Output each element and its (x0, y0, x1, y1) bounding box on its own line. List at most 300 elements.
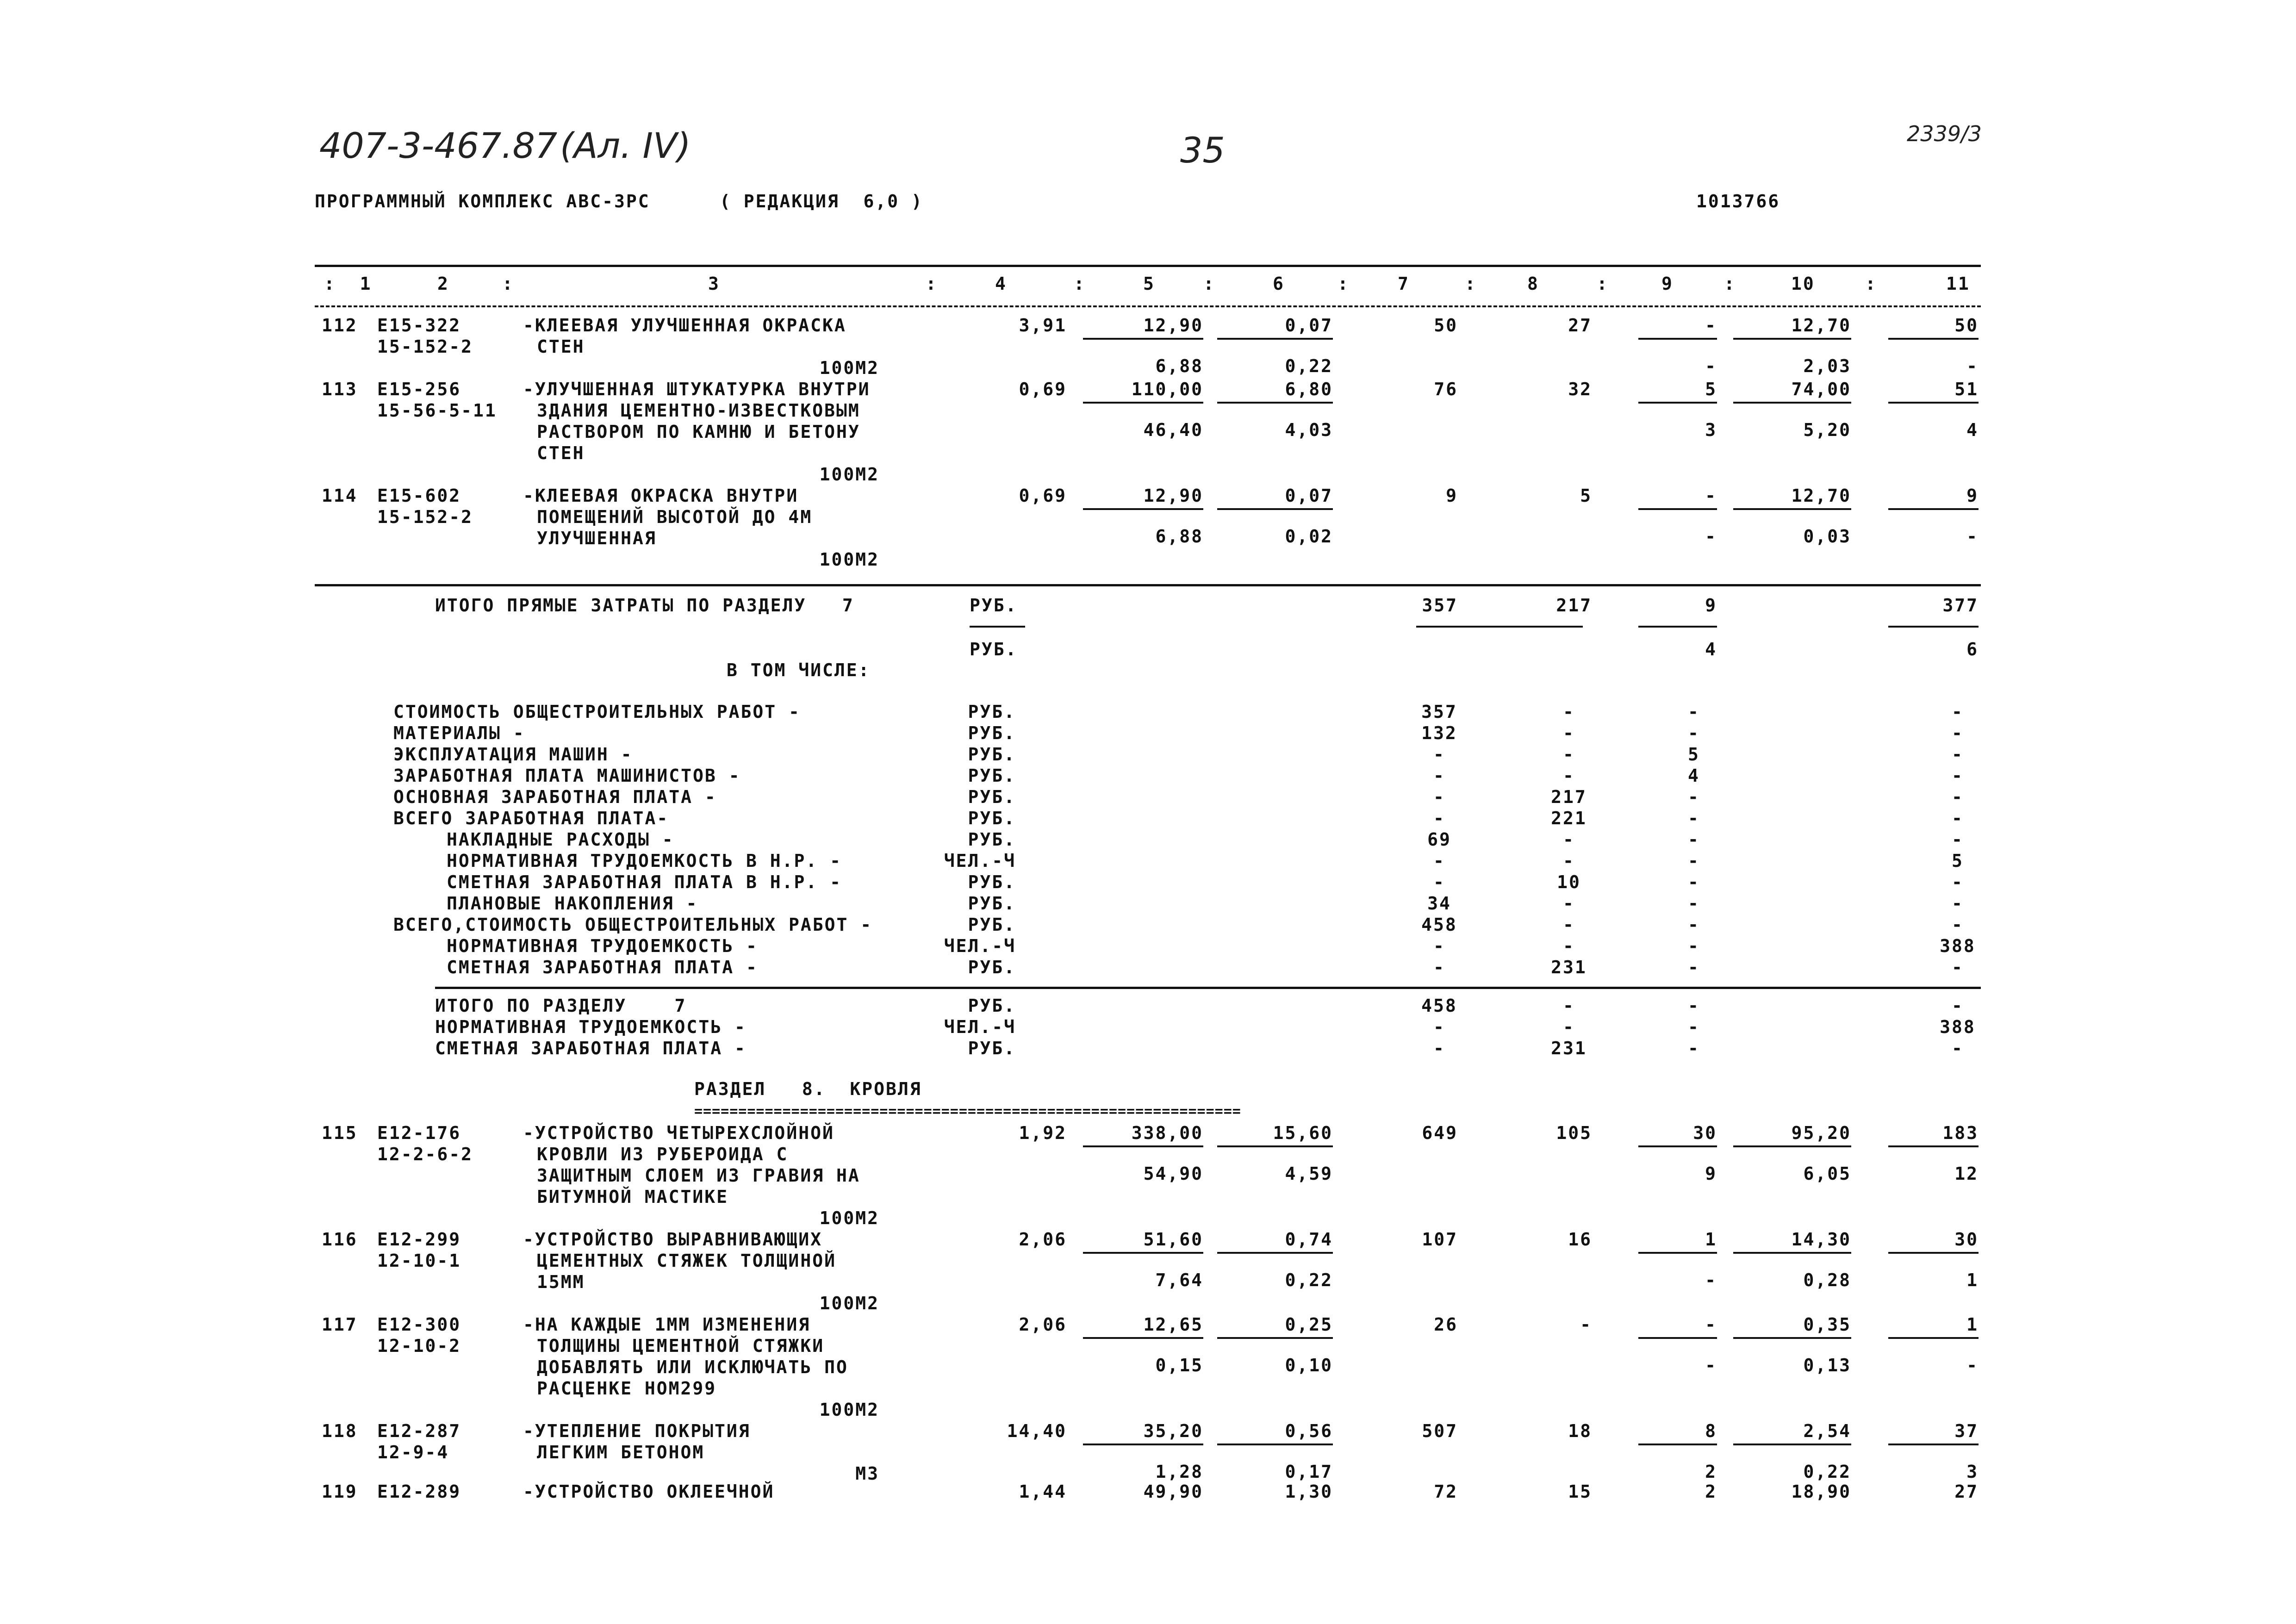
cell-underline (1217, 402, 1333, 404)
labor-per-unit: 0,35 (1803, 1314, 1851, 1335)
labor-per-unit: 2,54 (1803, 1421, 1851, 1441)
row-number: 114 (322, 485, 358, 506)
rate-code-ref: 12-2-6-2 (377, 1144, 473, 1164)
section-rule (435, 987, 1981, 989)
cell-underline (1638, 402, 1717, 404)
total-machines: 5 (1705, 379, 1717, 399)
measure-unit: 100М2 (819, 1293, 879, 1313)
machinist-wage: - (1705, 1270, 1717, 1290)
total-machines: - (1688, 1038, 1700, 1058)
unit-cost: 338,00 (1131, 1123, 1203, 1143)
total-wage: - (1563, 723, 1575, 743)
labor-per-unit: 74,00 (1791, 379, 1851, 399)
breakdown-label: ВСЕГО ЗАРАБОТНАЯ ПЛАТА- (393, 808, 669, 828)
rate-code: Е12-300 (377, 1314, 461, 1335)
total-wage: 231 (1551, 1038, 1587, 1058)
work-description: СТЕН (537, 443, 585, 463)
unit-cost-machines: 0,07 (1285, 315, 1333, 336)
total-cost: - (1433, 936, 1445, 956)
machinist-labor-total: 3 (1966, 1462, 1979, 1482)
rate-code-ref: 15-152-2 (377, 336, 473, 357)
total-wage: 15 (1568, 1481, 1592, 1502)
labor-total: - (1952, 723, 1964, 743)
total-machines: - (1688, 872, 1700, 892)
quantity: 1,92 (1019, 1123, 1067, 1143)
total-cost: - (1433, 957, 1445, 977)
section-title: РАЗДЕЛ 8. КРОВЛЯ (694, 1079, 922, 1099)
total-cost: 50 (1434, 315, 1458, 336)
total-machines: 9 (1705, 595, 1717, 616)
column-header-cell: : (926, 274, 938, 294)
total-cost: 649 (1422, 1123, 1458, 1143)
unit-label: РУБ. (968, 893, 1016, 914)
cell-underline (1217, 1252, 1333, 1254)
breakdown-label: СМЕТНАЯ ЗАРАБОТНАЯ ПЛАТА - (447, 957, 758, 977)
quantity: 3,91 (1019, 315, 1067, 336)
rate-code-ref: 12-10-2 (377, 1336, 461, 1356)
column-header-cell: 10 (1791, 274, 1815, 294)
machinist-labor-total: 1 (1966, 1270, 1979, 1290)
labor-per-unit: 12,70 (1791, 315, 1851, 336)
total-cost: 357 (1421, 702, 1457, 722)
unit-cost: 35,20 (1143, 1421, 1203, 1441)
work-description: ДОБАВЛЯТЬ ИЛИ ИСКЛЮЧАТЬ ПО (537, 1357, 848, 1377)
column-header-cell: 8 (1527, 274, 1539, 294)
labor-per-unit: 95,20 (1791, 1123, 1851, 1143)
work-description: -КЛЕЕВАЯ УЛУЧШЕННАЯ ОКРАСКА (523, 315, 846, 336)
total-cost: 72 (1434, 1481, 1458, 1502)
unit-wage-machines: 0,22 (1285, 356, 1333, 376)
unit-label: РУБ. (968, 829, 1016, 850)
unit-label: РУБ. (968, 1038, 1016, 1058)
cell-underline (1888, 402, 1979, 404)
unit-wage-machines: 0,22 (1285, 1270, 1333, 1290)
work-description: -УЛУЧШЕННАЯ ШТУКАТУРКА ВНУТРИ (523, 379, 871, 399)
unit-wage: 54,90 (1143, 1164, 1203, 1184)
total-cost: 107 (1422, 1229, 1458, 1250)
column-header-cell: : (1865, 274, 1877, 294)
column-header-cell: 7 (1398, 274, 1410, 294)
measure-unit: 100М2 (819, 1208, 879, 1228)
column-header-cell: 5 (1143, 274, 1155, 294)
work-description: 15ММ (537, 1272, 585, 1292)
labor-total: - (1952, 829, 1964, 850)
breakdown-label: ЗАРАБОТНАЯ ПЛАТА МАШИНИСТОВ - (393, 765, 741, 786)
unit-label: РУБ. (968, 915, 1016, 935)
total-machines: - (1688, 808, 1700, 828)
machinist-wage: - (1705, 356, 1717, 376)
labor-per-unit: 18,90 (1791, 1481, 1851, 1502)
rate-code-ref: 15-152-2 (377, 507, 473, 527)
breakdown-label: ВСЕГО,СТОИМОСТЬ ОБЩЕСТРОИТЕЛЬНЫХ РАБОТ - (393, 915, 873, 935)
total-cost: - (1433, 1038, 1445, 1058)
machinist-labor-unit: 0,22 (1803, 1462, 1851, 1482)
column-header-cell: : (1203, 274, 1215, 294)
machinist-labor-unit: 5,20 (1803, 420, 1851, 440)
rate-code-ref: 15-56-5-11 (377, 400, 497, 421)
cell-underline (1733, 1145, 1851, 1147)
unit-label: РУБ. (970, 595, 1018, 616)
total-wage: - (1563, 702, 1575, 722)
cell-underline (1733, 1337, 1851, 1339)
breakdown-label: ОСНОВНАЯ ЗАРАБОТНАЯ ПЛАТА - (393, 787, 717, 807)
breakdown-label: СМЕТНАЯ ЗАРАБОТНАЯ ПЛАТА В Н.Р. - (447, 872, 842, 892)
unit-label: РУБ. (968, 957, 1016, 977)
cell-underline (1733, 338, 1851, 340)
labor-total: - (1952, 765, 1964, 786)
machinist-labor-unit: 0,03 (1803, 526, 1851, 547)
sheet-code: 2339/3 (1907, 121, 1982, 146)
row-number: 113 (322, 379, 358, 399)
total-wage: 231 (1551, 957, 1587, 977)
total-machines: - (1688, 702, 1700, 722)
total-wage: - (1563, 851, 1575, 871)
row-number: 115 (322, 1123, 358, 1143)
section-total-label: ИТОГО ПО РАЗДЕЛУ 7 (435, 996, 687, 1016)
unit-wage: 7,64 (1155, 1270, 1203, 1290)
total-wage: 5 (1580, 485, 1592, 506)
unit-wage-machines: 0,02 (1285, 526, 1333, 547)
unit-wage-machines: 0,17 (1285, 1462, 1333, 1482)
edition: ( РЕДАКЦИЯ 6,0 ) (720, 191, 923, 212)
total-cost: 357 (1422, 595, 1458, 616)
labor-total: 51 (1954, 379, 1979, 399)
cell-underline (1217, 1145, 1333, 1147)
cell-underline (1888, 338, 1979, 340)
total-cost: 34 (1427, 893, 1451, 914)
cell-underline (1083, 508, 1203, 510)
total-machines: 1 (1705, 1229, 1717, 1250)
unit-label: РУБ. (968, 702, 1016, 722)
work-description: -УТЕПЛЕНИЕ ПОКРЫТИЯ (523, 1421, 751, 1441)
labor-total: 50 (1954, 315, 1979, 336)
program-id: 1013766 (1696, 191, 1780, 212)
labor-total: 183 (1942, 1123, 1979, 1143)
breakdown-label: МАТЕРИАЛЫ - (393, 723, 525, 743)
column-header-cell: : 1 (324, 274, 372, 294)
column-header-cell: : (1597, 274, 1609, 294)
column-header-cell: 4 (995, 274, 1007, 294)
cell-underline (1888, 1444, 1979, 1445)
work-description: -УСТРОЙСТВО ОКЛЕЕЧНОЙ (523, 1481, 775, 1502)
row-number: 116 (322, 1229, 358, 1250)
unit-wage: 1,28 (1155, 1462, 1203, 1482)
total-wage: 105 (1556, 1123, 1592, 1143)
unit-wage: 46,40 (1143, 420, 1203, 440)
unit-label: РУБ. (968, 787, 1016, 807)
unit-cost: 110,00 (1131, 379, 1203, 399)
quantity: 2,06 (1019, 1314, 1067, 1335)
doc-code: 407-3-467.87 (319, 125, 558, 166)
total-wage: 10 (1557, 872, 1581, 892)
breakdown-label: НАКЛАДНЫЕ РАСХОДЫ - (447, 829, 674, 850)
section-total-label: НОРМАТИВНАЯ ТРУДОЕМКОСТЬ - (435, 1017, 747, 1037)
unit-label: РУБ. (968, 765, 1016, 786)
unit-cost: 51,60 (1143, 1229, 1203, 1250)
breakdown-label: НОРМАТИВНАЯ ТРУДОЕМКОСТЬ В Н.Р. - (447, 851, 842, 871)
breakdown-label: ПЛАНОВЫЕ НАКОПЛЕНИЯ - (447, 893, 698, 914)
column-header-cell: 3 (708, 274, 720, 294)
cell-underline (1888, 508, 1979, 510)
row-number: 119 (322, 1481, 358, 1502)
breakdown-label: СТОИМОСТЬ ОБЩЕСТРОИТЕЛЬНЫХ РАБОТ - (393, 702, 801, 722)
total-cost: - (1433, 808, 1445, 828)
cell-underline (1638, 338, 1717, 340)
column-header-cell: 6 (1273, 274, 1285, 294)
total-machines: - (1688, 957, 1700, 977)
total-machines: 8 (1705, 1421, 1717, 1441)
total-wage: - (1563, 893, 1575, 914)
page-number: 35 (1180, 130, 1225, 171)
total-wage: - (1563, 936, 1575, 956)
column-header-cell: 9 (1661, 274, 1674, 294)
labor-total: - (1952, 872, 1964, 892)
total-cost: 69 (1427, 829, 1451, 850)
unit-cost: 12,65 (1143, 1314, 1203, 1335)
unit-wage: 0,15 (1155, 1355, 1203, 1375)
total-cost: 132 (1421, 723, 1457, 743)
row-number: 112 (322, 315, 358, 336)
unit-cost-machines: 0,56 (1285, 1421, 1333, 1441)
unit-wage: 6,88 (1155, 356, 1203, 376)
work-description: ЗДАНИЯ ЦЕМЕНТНО-ИЗВЕСТКОВЫМ (537, 400, 860, 421)
machinist-labor-total: - (1966, 356, 1979, 376)
cell-underline (1638, 1252, 1717, 1254)
rate-code: Е15-256 (377, 379, 461, 399)
labor-total: 5 (1952, 851, 1964, 871)
work-description: РАСТВОРОМ ПО КАМНЮ И БЕТОНУ (537, 422, 860, 442)
cell-underline (1733, 508, 1851, 510)
cell-underline (1083, 402, 1203, 404)
rate-code: Е12-299 (377, 1229, 461, 1250)
unit-label: РУБ. (968, 808, 1016, 828)
labor-total: 37 (1954, 1421, 1979, 1441)
labor-total: - (1952, 1038, 1964, 1058)
total-machines: - (1688, 915, 1700, 935)
labor-per-unit: 12,70 (1791, 485, 1851, 506)
total-wage: - (1563, 765, 1575, 786)
work-description: БИТУМНОЙ МАСТИКЕ (537, 1187, 729, 1207)
rate-code: Е15-602 (377, 485, 461, 506)
column-header-cell: : (502, 274, 514, 294)
labor-total: - (1952, 808, 1964, 828)
total-machines: - (1688, 936, 1700, 956)
labor-total: 27 (1954, 1481, 1979, 1502)
unit-cost-machines: 0,25 (1285, 1314, 1333, 1335)
machinist-labor-total: - (1966, 526, 1979, 547)
work-description: ЗАЩИТНЫМ СЛОЕМ ИЗ ГРАВИЯ НА (537, 1165, 860, 1186)
work-description: ТОЛЩИНЫ ЦЕМЕНТНОЙ СТЯЖКИ (537, 1336, 825, 1356)
column-header-cell: : (1465, 274, 1477, 294)
work-description: ПОМЕЩЕНИЙ ВЫСОТОЙ ДО 4М (537, 507, 813, 527)
machinist-labor-unit: 6,05 (1803, 1164, 1851, 1184)
rate-code: Е15-322 (377, 315, 461, 336)
breakdown-label: ЭКСПЛУАТАЦИЯ МАШИН - (393, 744, 633, 765)
measure-unit: 100М2 (819, 358, 879, 378)
row-number: 118 (322, 1421, 358, 1441)
quantity: 0,69 (1019, 485, 1067, 506)
column-header-cell: 11 (1946, 274, 1970, 294)
machinist-wage: 9 (1705, 1164, 1717, 1184)
cell-underline (1217, 1337, 1333, 1339)
machinist-wage: - (1705, 526, 1717, 547)
including-label: В ТОМ ЧИСЛЕ: (727, 660, 871, 680)
unit-cost-machines: 1,30 (1285, 1481, 1333, 1502)
unit-label: РУБ. (968, 872, 1016, 892)
section-rule (315, 584, 1981, 586)
total-machines: - (1688, 996, 1700, 1016)
total-machines: 30 (1693, 1123, 1717, 1143)
rate-code: Е12-287 (377, 1421, 461, 1441)
cell-underline (1083, 1145, 1203, 1147)
machinist-labor-unit: 0,28 (1803, 1270, 1851, 1290)
unit-wage-machines: 0,10 (1285, 1355, 1333, 1375)
total-cost: 458 (1421, 996, 1457, 1016)
total-wage: - (1563, 829, 1575, 850)
labor-total: - (1952, 744, 1964, 765)
work-description: СТЕН (537, 336, 585, 357)
labor-total: 388 (1940, 1017, 1976, 1037)
measure-unit: 100М2 (819, 549, 879, 570)
total-cost: - (1433, 744, 1445, 765)
total-machines: - (1688, 1017, 1700, 1037)
cell-underline (1888, 1145, 1979, 1147)
quantity: 14,40 (1007, 1421, 1067, 1441)
cell-underline (1638, 1145, 1717, 1147)
cell-underline (1733, 402, 1851, 404)
unit-wage: 6,88 (1155, 526, 1203, 547)
unit-cost-machines: 6,80 (1285, 379, 1333, 399)
cell-underline (1638, 508, 1717, 510)
total-wage: 16 (1568, 1229, 1592, 1250)
header-rule-bottom (315, 305, 1981, 309)
unit-cost-machines: 15,60 (1273, 1123, 1333, 1143)
labor-total: 377 (1942, 595, 1979, 616)
total-machines: - (1705, 485, 1717, 506)
total-machines: - (1688, 723, 1700, 743)
total-machines: - (1705, 315, 1717, 336)
unit-wage-machines: 4,03 (1285, 420, 1333, 440)
total-wage: - (1563, 915, 1575, 935)
total-wage: 221 (1551, 808, 1587, 828)
cell-underline (1638, 1444, 1717, 1445)
total-cost: - (1433, 787, 1445, 807)
total-machines: - (1705, 1314, 1717, 1335)
work-description: ЦЕМЕНТНЫХ СТЯЖЕК ТОЛЩИНОЙ (537, 1251, 836, 1271)
total-wage: 217 (1551, 787, 1587, 807)
total-machines: - (1688, 829, 1700, 850)
unit-cost-machines: 0,74 (1285, 1229, 1333, 1250)
program-title: ПРОГРАММНЫЙ КОМПЛЕКС АВС-3РС (315, 191, 650, 212)
total-wage: 217 (1556, 595, 1592, 616)
direct-costs-total-label: ИТОГО ПРЯМЫЕ ЗАТРАТЫ ПО РАЗДЕЛУ 7 (435, 595, 854, 616)
machinist-wage: 2 (1705, 1462, 1717, 1482)
labor-per-unit: 14,30 (1791, 1229, 1851, 1250)
total-cost: - (1433, 1017, 1445, 1037)
labor-total: 1 (1966, 1314, 1979, 1335)
cell-underline (1888, 1252, 1979, 1254)
labor-total: - (1952, 893, 1964, 914)
total-wage: - (1563, 1017, 1575, 1037)
quantity: 1,44 (1019, 1481, 1067, 1502)
row-number: 117 (322, 1314, 358, 1335)
work-description: -УСТРОЙСТВО ЧЕТЫРЕХСЛОЙНОЙ (523, 1123, 834, 1143)
labor-total: 30 (1954, 1229, 1979, 1250)
total-cost: - (1433, 872, 1445, 892)
total-wage: 27 (1568, 315, 1592, 336)
column-header-cell: : (1074, 274, 1086, 294)
column-header-cell: 2 (437, 274, 449, 294)
total-machines: 5 (1688, 744, 1700, 765)
unit-label: РУБ. (968, 996, 1016, 1016)
labor-total: - (1952, 702, 1964, 722)
total-cost: 458 (1421, 915, 1457, 935)
total-cost: 76 (1434, 379, 1458, 399)
rate-code-ref: 12-10-1 (377, 1251, 461, 1271)
cell-underline (1733, 1252, 1851, 1254)
total-wage: 18 (1568, 1421, 1592, 1441)
total-wage: - (1580, 1314, 1592, 1335)
machinist-wage: 3 (1705, 420, 1717, 440)
quantity: 2,06 (1019, 1229, 1067, 1250)
rate-code: Е12-176 (377, 1123, 461, 1143)
total-wage: 32 (1568, 379, 1592, 399)
unit-label: РУБ. (970, 639, 1018, 660)
cell-underline (1217, 338, 1333, 340)
labor-total: 9 (1966, 485, 1979, 506)
labor-total: - (1952, 957, 1964, 977)
total-machines: - (1688, 851, 1700, 871)
machinist-labor-total: - (1966, 1355, 1979, 1375)
measure-unit: М3 (855, 1463, 879, 1484)
total-machines: 2 (1705, 1481, 1717, 1502)
unit-cost: 12,90 (1143, 485, 1203, 506)
labor-total: 388 (1940, 936, 1976, 956)
total-cost: 26 (1434, 1314, 1458, 1335)
cell-underline (1083, 1337, 1203, 1339)
unit-cost-machines: 0,07 (1285, 485, 1333, 506)
total-wage: - (1563, 744, 1575, 765)
machinist-labor-total: 4 (1966, 420, 1979, 440)
machinist-labor-unit: 2,03 (1803, 356, 1851, 376)
total-wage: - (1563, 996, 1575, 1016)
machinist-wage: 4 (1705, 639, 1717, 660)
unit-wage-machines: 4,59 (1285, 1164, 1333, 1184)
unit-cost: 12,90 (1143, 315, 1203, 336)
cell-underline (970, 626, 1025, 628)
labor-total: - (1952, 996, 1964, 1016)
rate-code-ref: 12-9-4 (377, 1442, 449, 1462)
unit-cost: 49,90 (1143, 1481, 1203, 1502)
unit-label: ЧЕЛ.-Ч (944, 936, 1016, 956)
cell-underline (1888, 626, 1979, 628)
work-description: УЛУЧШЕННАЯ (537, 528, 657, 548)
cell-underline (1217, 508, 1333, 510)
section-title-underline: ============================================================== (694, 1103, 1241, 1120)
cell-underline (1083, 1444, 1203, 1445)
machinist-labor-total: 12 (1954, 1164, 1979, 1184)
cell-underline (1888, 1337, 1979, 1339)
rate-code: Е12-289 (377, 1481, 461, 1502)
quantity: 0,69 (1019, 379, 1067, 399)
cell-underline (1217, 1444, 1333, 1445)
total-cost: 507 (1422, 1421, 1458, 1441)
work-description: -КЛЕЕВАЯ ОКРАСКА ВНУТРИ (523, 485, 799, 506)
machinist-wage: - (1705, 1355, 1717, 1375)
work-description: -УСТРОЙСТВО ВЫРАВНИВАЮЩИХ (523, 1229, 822, 1250)
work-description: -НА КАЖДЫЕ 1ММ ИЗМЕНЕНИЯ (523, 1314, 811, 1335)
cell-underline (1638, 1337, 1717, 1339)
